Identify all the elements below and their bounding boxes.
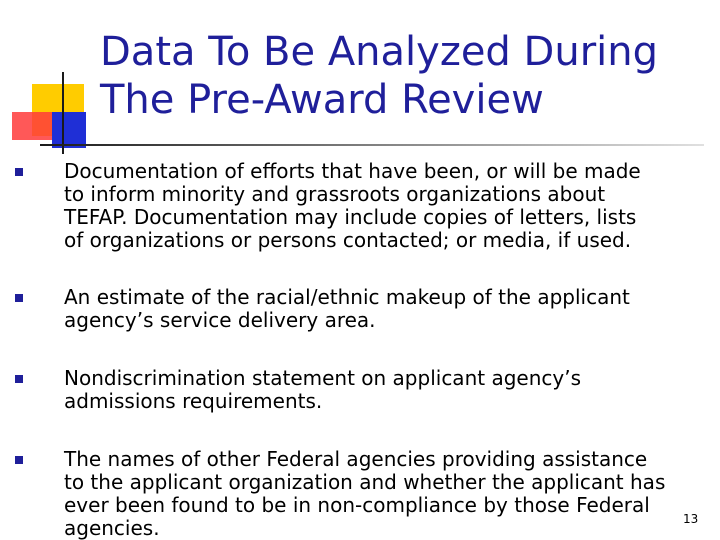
bullet-text: Documentation of efforts that have been, or will be made to inform minority and grassroots organizations about TEFAP. Documentation may include copies of letters, lists of organizations or persons contacted; or media, if used.: [64, 159, 641, 252]
bullet-text: The names of other Federal agencies providing assistance to the applicant organization and whether the applicant has ever been found to be in non-compliance by those Federal agencies.: [64, 447, 666, 540]
slide-title-line-2: The Pre-Award Review: [100, 77, 544, 123]
bullet-square-icon: [15, 168, 23, 176]
slide-title-line-1: Data To Be Analyzed During: [100, 29, 658, 75]
bullet-square-icon: [15, 294, 23, 302]
bullet-square-icon: [15, 456, 23, 464]
bullet-text: Nondiscrimination statement on applicant agency’s admissions requirements.: [64, 366, 581, 413]
bullet-square-icon: [15, 375, 23, 383]
bullet-text: An estimate of the racial/ethnic makeup of the applicant agency’s service delivery area.: [64, 285, 630, 332]
page-number: 13: [683, 512, 699, 526]
